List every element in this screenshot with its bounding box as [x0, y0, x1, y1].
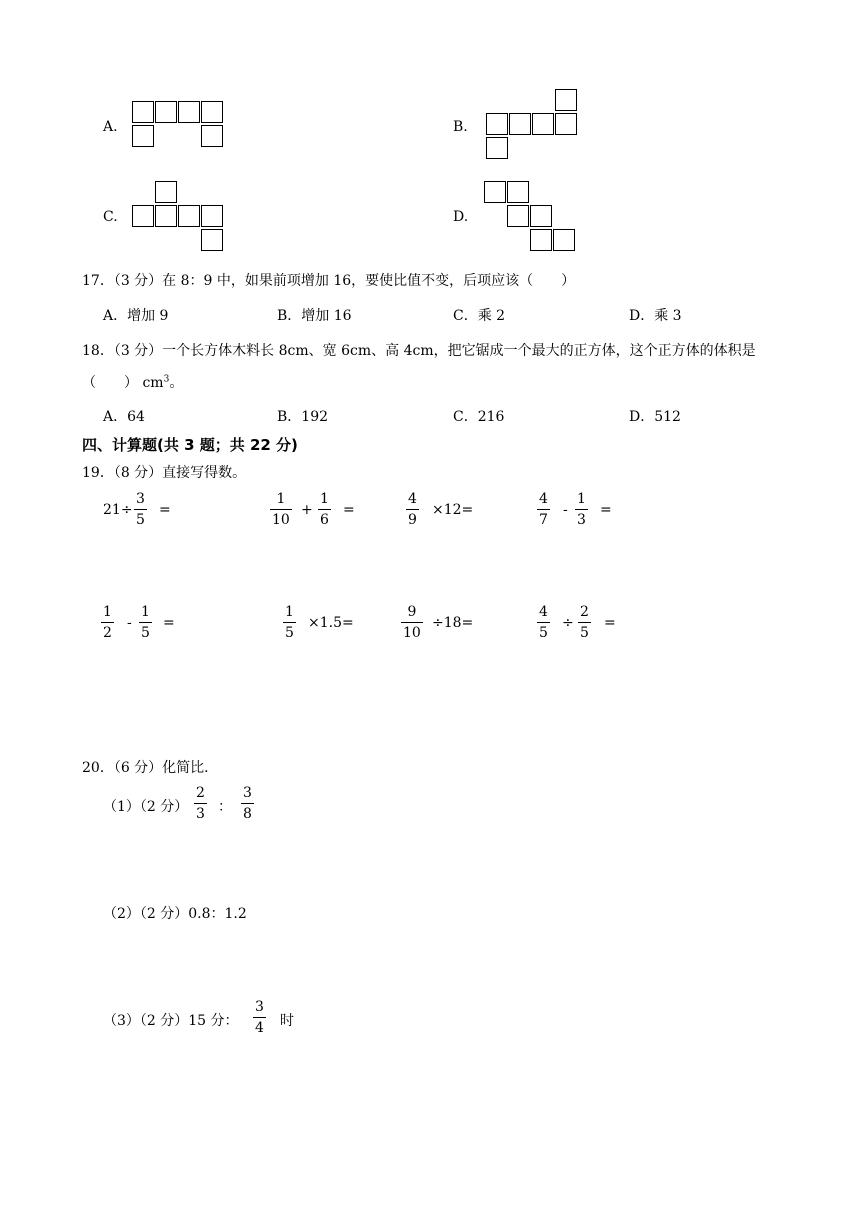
q18-option-b: B．192	[277, 409, 329, 425]
q19-r2-e4-fraction-2: 2 5	[580, 604, 589, 641]
q16-option-a-label: A.	[103, 119, 118, 135]
q19-r2-e1-fraction-1: 1 2	[103, 604, 112, 641]
q19-r1-e3-fraction: 4 9	[408, 491, 417, 528]
q18-option-d: D．512	[629, 409, 681, 425]
q19-r2-e2-rest: ×1.5=	[308, 615, 354, 631]
section-4-heading: 四、计算题(共 3 题；共 22 分)	[82, 436, 298, 454]
q19-r2-e1-equals: =	[163, 615, 175, 631]
q19-r2-e3-fraction: 9 10	[403, 604, 421, 641]
q18-option-a: A．64	[103, 409, 145, 425]
q20-part1-fraction-2: 3 8	[243, 785, 252, 822]
q20-part3-unit: 时	[280, 1013, 294, 1029]
q19-r2-e1-operator: -	[127, 615, 132, 631]
q17-option-c: C．乘 2	[453, 308, 506, 324]
q17-option-b: B．增加 16	[277, 308, 352, 324]
q19-r2-e1-fraction-2: 1 5	[141, 604, 150, 641]
q18-option-c: C．216	[453, 409, 505, 425]
q19-r1-e1-fraction: 3 5	[136, 491, 145, 528]
q20-part1-ratio-sign: ：	[218, 799, 232, 815]
q19-r1-e3-rest: ×12=	[432, 502, 474, 518]
q18-stem-line2: （ ） $cm^3$。	[82, 374, 184, 391]
q18-stem-line1: 18．（3 分）一个长方体木料长 8cm、宽 6cm、高 4cm，把它锯成一个最大的正方体，这个正方体的体积是	[82, 343, 756, 359]
q16-option-d-label: D.	[453, 209, 469, 225]
q20-part3-fraction: 3 4	[255, 999, 264, 1036]
q19-r1-e4-operator: -	[563, 502, 568, 518]
q17-stem: 17．（3 分）在 8：9 中，如果前项增加 16，要使比值不变，后项应该（ ）	[82, 273, 576, 289]
q19-r1-e2-fraction-2: 1 6	[320, 491, 329, 528]
q16-option-b-label: B.	[453, 119, 468, 135]
q19-r1-e4-fraction-2: 1 3	[577, 491, 586, 528]
q20-part1-fraction-1: 2 3	[196, 785, 205, 822]
q16-option-c-label: C.	[103, 209, 118, 225]
q19-r1-e2-equals: =	[343, 502, 355, 518]
q19-r1-e1-equals: =	[159, 502, 171, 518]
q19-r1-e2-fraction-1: 1 10	[272, 491, 290, 528]
q17-option-d: D．乘 3	[629, 308, 682, 324]
q19-r2-e3-rest: ÷18=	[432, 615, 474, 631]
q17-option-a: A．增加 9	[103, 308, 169, 324]
q20-part3-label: （3）（2 分）15 分：	[103, 1013, 239, 1029]
q20-part1-label: （1）（2 分）	[103, 799, 189, 815]
q19-r2-e4-fraction-1: 4 5	[539, 604, 548, 641]
q19-r2-e4-operator: ÷	[562, 615, 574, 631]
q19-r1-e2-operator: +	[301, 502, 313, 518]
q19-r2-e2-fraction: 1 5	[285, 604, 294, 641]
q20-stem: 20．（6 分）化简比．	[82, 760, 219, 776]
q20-part2: （2）（2 分）0.8：1.2	[103, 906, 247, 922]
q19-r1-e1-prefix: 21÷	[103, 502, 133, 518]
q19-r1-e4-equals: =	[600, 502, 612, 518]
q19-r1-e4-fraction-1: 4 7	[539, 491, 548, 528]
q19-r2-e4-equals: =	[604, 615, 616, 631]
q19-stem: 19．（8 分）直接写得数。	[82, 465, 247, 481]
